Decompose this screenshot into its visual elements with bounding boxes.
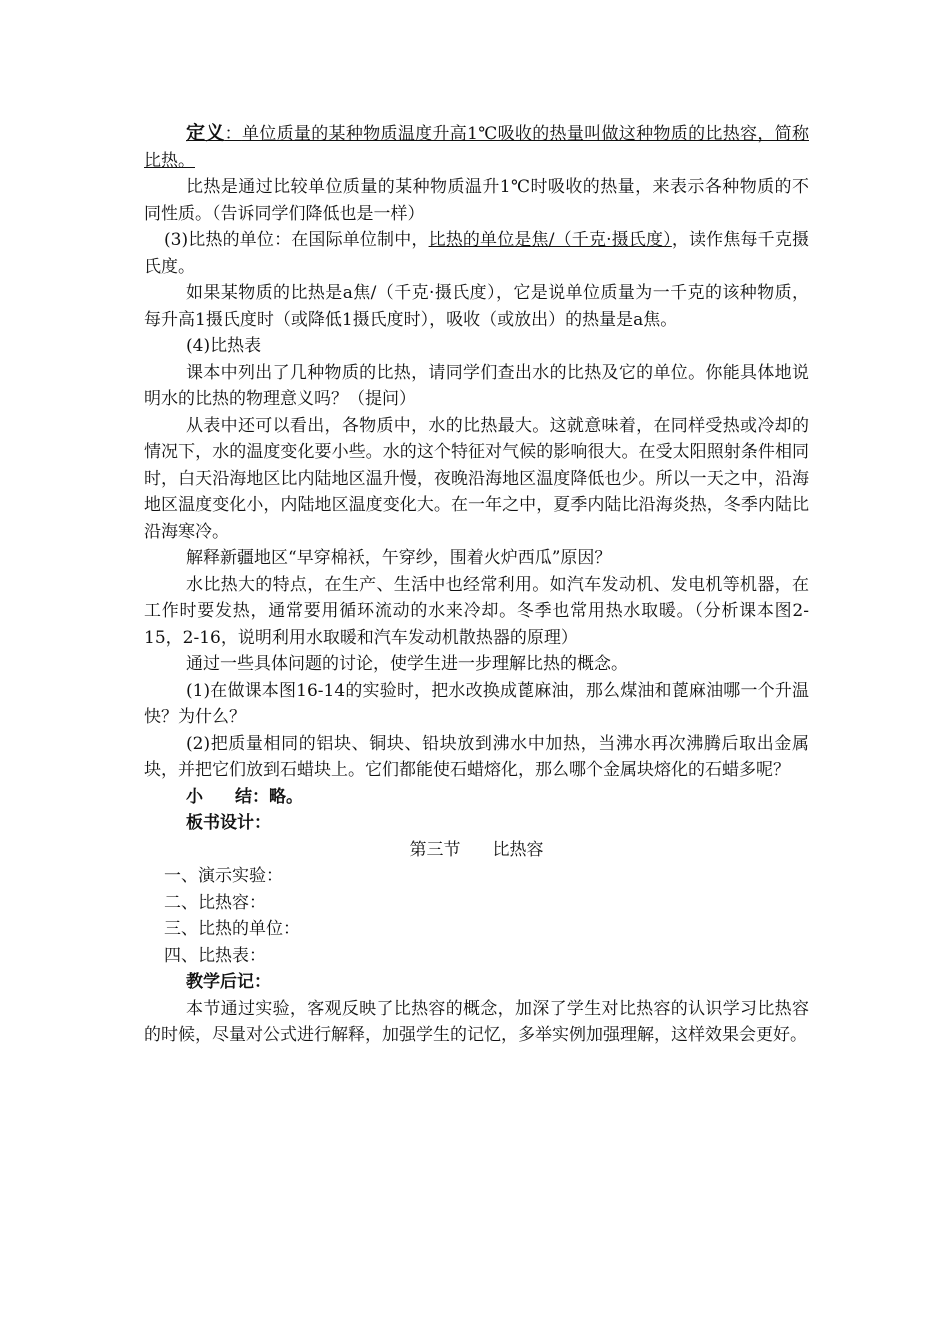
summary-label-b: 结：略。 <box>235 786 303 807</box>
definition-text: 单位质量的某种物质温度升高1℃吸收的热量叫做这种物质的比热容，简称比热。 <box>144 124 809 171</box>
board-title-section: 第三节 <box>409 839 461 860</box>
paragraph-applications: 水比热大的特点，在生产、生活中也经常利用。如汽车发动机、发电机等机器，在工作时要发热，通常要用循环流动的水来冷却。冬季也常用热水取暖。（分析课本图2-15，2-16，说明利用水取暖和汽车发动机散热器的原理） <box>144 574 809 648</box>
paragraph-climate: 从表中还可以看出，各物质中，水的比热最大。这就意味着，在同样受热或冷却的情况下，水的温度变化要小些。水的这个特征对气候的影响很大。在受太阳照射条件相同时，白天沿海地区比内陆地区温升慢，夜晚沿海地区温度降低也少。所以一天之中，沿海地区温度变化小，内陆地区温度变化大。在一年之中，夏季内陆比沿海炎热，冬季内陆比沿海寒冷。 <box>144 415 809 542</box>
paragraph-unit-meaning: 如果某物质的比热是a焦/（千克·摄氏度），它是说单位质量为一千克的该种物质，每升高1摄氏度时（或降低1摄氏度时），吸收（或放出）的热量是a焦。 <box>144 283 809 330</box>
definition-label: 定义 <box>186 122 225 144</box>
paragraph-discussion: 通过一些具体问题的讨论，使学生进一步理解比热的概念。 <box>186 654 628 674</box>
paragraph-xinjiang: 解释新疆地区“早穿棉袄，午穿纱，围着火炉西瓜”原因？ <box>186 548 612 568</box>
board-title-topic: 比热容 <box>492 839 544 860</box>
board-item: 一、演示实验： <box>164 866 283 886</box>
board-item: 二、比热容： <box>164 892 266 913</box>
paragraph-heat-table-heading: (4)比热表 <box>186 336 262 356</box>
board-design-label: 板书设计： <box>186 813 271 833</box>
paragraph-unit <box>144 227 809 280</box>
document-page <box>144 120 809 1049</box>
unit-text-a: (3)比热的单位：在国际单位制中， <box>164 230 429 250</box>
summary-line <box>144 784 809 811</box>
paragraph-question-2: (2)把质量相同的铝块、铜块、铅块放到沸水中加热，当沸水再次沸腾后取出金属块，并把它们放到石蜡块上。它们都能使石蜡熔化，那么哪个金属块熔化的石蜡多呢？ <box>144 733 809 780</box>
summary-label-a: 小 <box>186 786 203 807</box>
unit-text-b: ，读作焦每千克摄氏度。 <box>144 230 809 277</box>
postscript-label: 教学后记： <box>186 972 271 992</box>
definition-colon: ： <box>224 124 242 144</box>
board-item: 四、比热表： <box>164 945 266 966</box>
definition-paragraph <box>144 120 809 174</box>
paragraph-question-1: (1)在做课本图16-14的实验时，把水改换成蓖麻油，那么煤油和蓖麻油哪一个升温快？为什么？ <box>144 680 809 727</box>
board-title <box>144 837 809 864</box>
paragraph-water-question: 课本中列出了几种物质的比热，请同学们查出水的比热及它的单位。你能具体地说明水的比热的物理意义吗？（提问） <box>144 362 809 409</box>
unit-underlined: 比热的单位是焦/（千克·摄氏度） <box>428 230 672 250</box>
postscript-text: 本节通过实验，客观反映了比热容的概念，加深了学生对比热容的认识学习比热容的时候，尽量对公式进行解释，加强学生的记忆，多举实例加强理解，这样效果会更好。 <box>144 998 809 1045</box>
board-item: 三、比热的单位： <box>164 919 300 939</box>
paragraph-specific-heat-meaning: 比热是通过比较单位质量的某种物质温升1℃时吸收的热量，来表示各种物质的不同性质。（告诉同学们降低也是一样） <box>144 177 809 224</box>
